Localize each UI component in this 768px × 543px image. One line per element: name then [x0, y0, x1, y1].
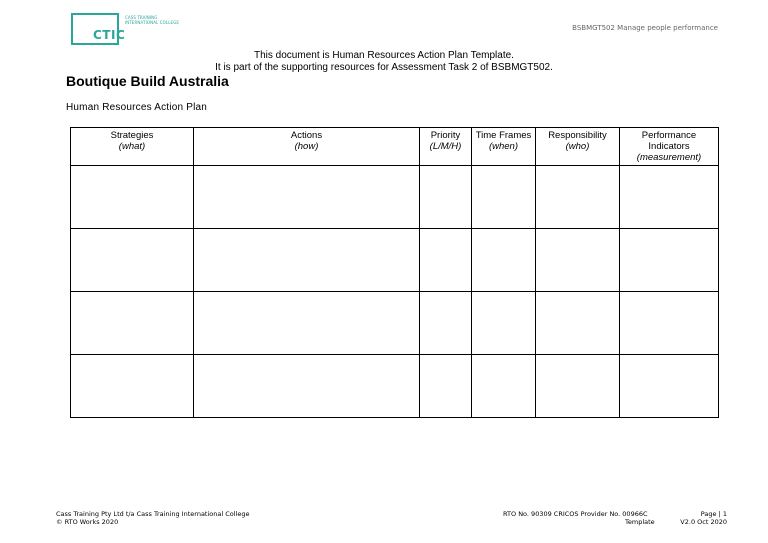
- header-unit-title: BSBMGT502 Manage people performance: [572, 24, 718, 32]
- action-plan-table: [70, 127, 719, 418]
- table-cell[interactable]: [194, 229, 420, 292]
- table-cell[interactable]: [620, 355, 719, 418]
- ctic-logo: [71, 13, 179, 45]
- table-cell[interactable]: [71, 229, 194, 292]
- table-row: [71, 355, 719, 418]
- logo-college-name: CASS TRAINING INTERNATIONAL COLLEGE: [125, 15, 179, 25]
- table-cell[interactable]: [71, 355, 194, 418]
- col-time-frames: Time Frames (when): [472, 128, 536, 166]
- table-cell[interactable]: [536, 166, 620, 229]
- intro-line-2: It is part of the supporting resources for Assessment Task 2 of BSBMGT502.: [215, 62, 553, 73]
- table-row: [71, 166, 719, 229]
- table-cell[interactable]: [71, 166, 194, 229]
- table-cell[interactable]: [536, 292, 620, 355]
- table-row: [71, 292, 719, 355]
- table-cell[interactable]: [472, 355, 536, 418]
- table-cell[interactable]: [420, 292, 472, 355]
- footer-template-label: Template: [625, 518, 655, 526]
- footer-right: [677, 510, 727, 526]
- table-cell[interactable]: [536, 355, 620, 418]
- footer-version: V2.0 Oct 2020: [680, 518, 727, 526]
- table-cell[interactable]: [194, 166, 420, 229]
- table-cell[interactable]: [420, 355, 472, 418]
- footer-copyright: © RTO Works 2020: [56, 518, 119, 526]
- col-priority: Priority (L/M/H): [420, 128, 472, 166]
- footer-page-number: Page | 1: [700, 510, 727, 518]
- table-cell[interactable]: [420, 229, 472, 292]
- col-strategies: Strategies (what): [71, 128, 194, 166]
- table-cell[interactable]: [620, 229, 719, 292]
- footer-rto: RTO No. 90309 CRICOS Provider No. 00966C: [503, 510, 648, 518]
- table-cell[interactable]: [620, 292, 719, 355]
- organisation-title: Boutique Build Australia: [66, 73, 229, 89]
- footer-left: [56, 510, 249, 526]
- table-cell[interactable]: [472, 229, 536, 292]
- table-row: [71, 229, 719, 292]
- table-cell[interactable]: [472, 166, 536, 229]
- table-cell[interactable]: [71, 292, 194, 355]
- table-header-row: [71, 128, 719, 166]
- table-cell[interactable]: [194, 292, 420, 355]
- col-actions: Actions (how): [194, 128, 420, 166]
- table-cell[interactable]: [194, 355, 420, 418]
- table-cell[interactable]: [536, 229, 620, 292]
- intro-line-1: This document is Human Resources Action Plan Template.: [254, 50, 514, 61]
- intro-text: [0, 50, 768, 74]
- table-cell[interactable]: [620, 166, 719, 229]
- logo-text: CTIC: [93, 28, 126, 42]
- footer-company: Cass Training Pty Ltd t/a Cass Training International College: [56, 510, 250, 518]
- plan-title: Human Resources Action Plan: [66, 102, 208, 113]
- col-responsibility: Responsibility (who): [536, 128, 620, 166]
- col-performance-indicators: Performance Indicators (measurement): [620, 128, 719, 166]
- table-cell[interactable]: [472, 292, 536, 355]
- table-cell[interactable]: [420, 166, 472, 229]
